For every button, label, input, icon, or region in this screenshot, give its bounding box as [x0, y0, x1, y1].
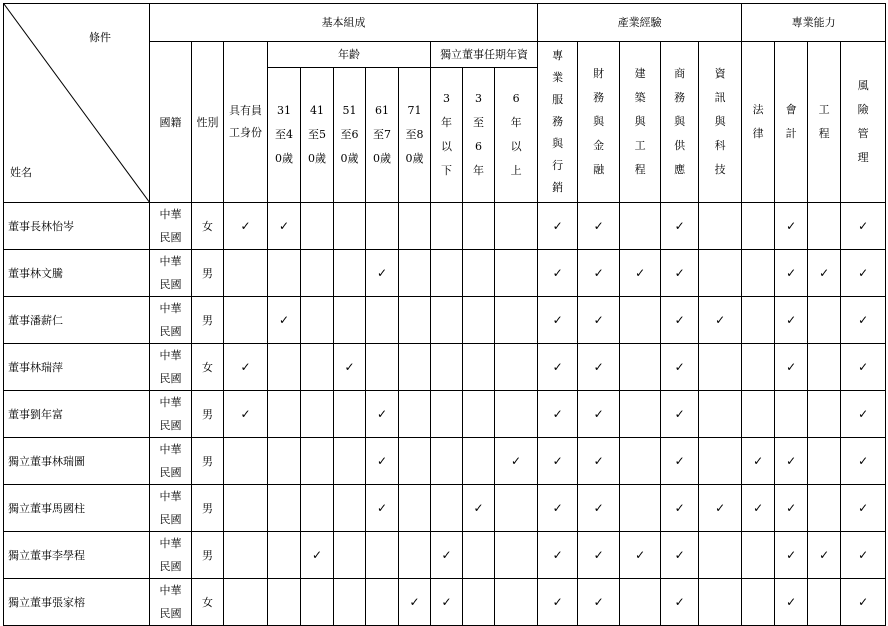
age-61-70-header: 61至70歲: [366, 68, 399, 203]
check-cell: [431, 579, 463, 626]
check-cell: [334, 344, 366, 391]
table-row: [4, 344, 886, 391]
nationality-cell: 中華民國: [150, 297, 192, 344]
check-mark-icon: ✓: [674, 454, 685, 468]
check-cell: [775, 203, 808, 250]
table-row: [4, 297, 886, 344]
check-cell: [538, 532, 578, 579]
age-41-50-header: 41至50歲: [301, 68, 334, 203]
check-mark-icon: ✓: [674, 219, 685, 233]
check-cell: [224, 250, 268, 297]
check-cell: [538, 297, 578, 344]
condition-label: 條件: [89, 31, 111, 44]
check-cell: [578, 203, 620, 250]
check-cell: [268, 203, 301, 250]
check-mark-icon: ✓: [786, 219, 797, 233]
check-cell: [841, 532, 886, 579]
check-cell: [620, 203, 661, 250]
nationality-cell: 中華民國: [150, 250, 192, 297]
check-cell: [699, 250, 742, 297]
check-cell: [538, 391, 578, 438]
check-mark-icon: ✓: [786, 454, 797, 468]
check-cell: [301, 297, 334, 344]
age-header: 年齡: [268, 42, 431, 68]
check-cell: [699, 391, 742, 438]
ability-accounting-header: 會計: [775, 42, 808, 203]
check-mark-icon: ✓: [674, 360, 685, 374]
director-name: 獨立董事李學程: [4, 532, 150, 579]
check-cell: [366, 203, 399, 250]
check-cell: [268, 485, 301, 532]
check-mark-icon: ✓: [786, 595, 797, 609]
check-cell: [431, 485, 463, 532]
gender-cell: 男: [192, 438, 224, 485]
nationality-header: 國籍: [150, 42, 192, 203]
check-mark-icon: ✓: [593, 313, 604, 327]
check-cell: [661, 203, 699, 250]
check-cell: [620, 438, 661, 485]
check-cell: [841, 579, 886, 626]
gender-cell: 男: [192, 250, 224, 297]
check-cell: [301, 485, 334, 532]
check-mark-icon: ✓: [786, 548, 797, 562]
check-mark-icon: ✓: [552, 313, 563, 327]
check-mark-icon: ✓: [240, 360, 251, 374]
check-cell: [578, 532, 620, 579]
check-mark-icon: ✓: [552, 266, 563, 280]
check-mark-icon: ✓: [593, 407, 604, 421]
check-mark-icon: ✓: [552, 595, 563, 609]
check-mark-icon: ✓: [635, 548, 646, 562]
check-cell: [661, 391, 699, 438]
check-cell: [578, 485, 620, 532]
director-name: 獨立董事馬國柱: [4, 485, 150, 532]
check-mark-icon: ✓: [858, 219, 869, 233]
check-cell: [661, 532, 699, 579]
gender-cell: 男: [192, 485, 224, 532]
check-cell: [268, 391, 301, 438]
table-row: [4, 579, 886, 626]
nationality-cell: 中華民國: [150, 203, 192, 250]
check-cell: [495, 203, 538, 250]
check-mark-icon: ✓: [819, 548, 830, 562]
check-cell: [399, 344, 431, 391]
check-cell: [399, 579, 431, 626]
check-cell: [620, 344, 661, 391]
check-cell: [495, 485, 538, 532]
check-cell: [775, 579, 808, 626]
check-cell: [742, 297, 775, 344]
check-cell: [620, 391, 661, 438]
check-mark-icon: ✓: [473, 501, 484, 515]
check-cell: [268, 579, 301, 626]
check-mark-icon: ✓: [593, 454, 604, 468]
check-cell: [699, 579, 742, 626]
check-cell: [841, 344, 886, 391]
check-cell: [742, 532, 775, 579]
check-cell: [224, 485, 268, 532]
check-mark-icon: ✓: [674, 548, 685, 562]
exp-it-header: 資訊與科技: [699, 42, 742, 203]
check-mark-icon: ✓: [858, 266, 869, 280]
check-cell: [742, 438, 775, 485]
check-mark-icon: ✓: [278, 219, 290, 233]
check-cell: [463, 297, 495, 344]
table-row: [4, 485, 886, 532]
check-cell: [578, 438, 620, 485]
check-cell: [334, 438, 366, 485]
table-row: [4, 250, 886, 297]
check-mark-icon: ✓: [552, 548, 563, 562]
check-mark-icon: ✓: [240, 219, 251, 233]
check-cell: [224, 203, 268, 250]
check-cell: [699, 485, 742, 532]
check-mark-icon: ✓: [753, 454, 764, 468]
ability-risk-header: 風險管理: [841, 42, 886, 203]
check-mark-icon: ✓: [819, 266, 830, 280]
check-cell: [538, 250, 578, 297]
check-mark-icon: ✓: [593, 501, 604, 515]
check-cell: [620, 485, 661, 532]
check-cell: [224, 532, 268, 579]
check-cell: [463, 579, 495, 626]
corner-header-cell: [4, 4, 150, 203]
nationality-cell: 中華民國: [150, 344, 192, 391]
check-cell: [661, 438, 699, 485]
check-cell: [301, 438, 334, 485]
check-cell: [463, 203, 495, 250]
check-cell: [578, 297, 620, 344]
check-cell: [399, 438, 431, 485]
director-name: 獨立董事林瑞圖: [4, 438, 150, 485]
check-cell: [399, 203, 431, 250]
check-cell: [538, 344, 578, 391]
check-cell: [399, 485, 431, 532]
check-cell: [538, 485, 578, 532]
check-cell: [578, 579, 620, 626]
check-cell: [495, 438, 538, 485]
check-cell: [620, 250, 661, 297]
check-mark-icon: ✓: [552, 501, 563, 515]
check-mark-icon: ✓: [593, 595, 604, 609]
gender-header: 性別: [192, 42, 224, 203]
table-row: [4, 532, 886, 579]
check-mark-icon: ✓: [715, 313, 726, 327]
check-cell: [775, 485, 808, 532]
check-cell: [399, 297, 431, 344]
check-cell: [495, 532, 538, 579]
tenure-3-6-header: 3至6年: [463, 68, 495, 203]
check-cell: [495, 250, 538, 297]
age-71-80-header: 71至80歲: [399, 68, 431, 203]
check-cell: [366, 344, 399, 391]
nationality-cell: 中華民國: [150, 391, 192, 438]
check-cell: [661, 485, 699, 532]
check-mark-icon: ✓: [786, 266, 797, 280]
check-mark-icon: ✓: [858, 595, 869, 609]
check-cell: [431, 438, 463, 485]
check-mark-icon: ✓: [593, 266, 604, 280]
check-cell: [841, 250, 886, 297]
check-cell: [699, 344, 742, 391]
check-cell: [399, 391, 431, 438]
check-cell: [431, 532, 463, 579]
check-cell: [775, 250, 808, 297]
check-cell: [538, 579, 578, 626]
check-cell: [841, 297, 886, 344]
check-cell: [775, 297, 808, 344]
check-cell: [301, 203, 334, 250]
check-cell: [334, 532, 366, 579]
check-mark-icon: ✓: [858, 360, 869, 374]
director-name: 董事林文騰: [4, 250, 150, 297]
check-cell: [538, 438, 578, 485]
check-mark-icon: ✓: [552, 219, 563, 233]
check-mark-icon: ✓: [376, 454, 388, 468]
tenure-3-below-header: 3年以下: [431, 68, 463, 203]
check-cell: [841, 485, 886, 532]
check-cell: [742, 579, 775, 626]
exp-construction-header: 建築與工程: [620, 42, 661, 203]
check-mark-icon: ✓: [674, 407, 685, 421]
nationality-cell: 中華民國: [150, 579, 192, 626]
check-cell: [775, 532, 808, 579]
check-cell: [334, 485, 366, 532]
check-cell: [578, 344, 620, 391]
check-mark-icon: ✓: [858, 407, 869, 421]
check-cell: [661, 579, 699, 626]
ability-law-header: 法律: [742, 42, 775, 203]
gender-cell: 男: [192, 532, 224, 579]
check-cell: [742, 391, 775, 438]
check-cell: [268, 250, 301, 297]
check-cell: [268, 297, 301, 344]
check-cell: [301, 344, 334, 391]
check-cell: [268, 438, 301, 485]
check-mark-icon: ✓: [786, 501, 797, 515]
check-cell: [699, 203, 742, 250]
check-cell: [661, 250, 699, 297]
gender-cell: 女: [192, 579, 224, 626]
check-mark-icon: ✓: [441, 595, 452, 609]
check-cell: [463, 532, 495, 579]
gender-cell: 男: [192, 391, 224, 438]
nationality-cell: 中華民國: [150, 438, 192, 485]
check-cell: [301, 391, 334, 438]
check-cell: [399, 250, 431, 297]
check-mark-icon: ✓: [344, 360, 355, 374]
check-cell: [224, 391, 268, 438]
director-name: 董事潘薪仁: [4, 297, 150, 344]
age-51-60-header: 51至60歲: [334, 68, 366, 203]
check-cell: [742, 203, 775, 250]
check-mark-icon: ✓: [858, 454, 869, 468]
director-name: 董事林瑞萍: [4, 344, 150, 391]
check-mark-icon: ✓: [441, 548, 452, 562]
check-cell: [334, 203, 366, 250]
check-cell: [742, 344, 775, 391]
check-mark-icon: ✓: [311, 548, 323, 562]
professional-ability-header: 專業能力: [742, 4, 886, 42]
check-cell: [620, 532, 661, 579]
check-mark-icon: ✓: [552, 454, 563, 468]
exp-finance-header: 財務與金融: [578, 42, 620, 203]
check-cell: [775, 391, 808, 438]
check-cell: [366, 391, 399, 438]
table-row: [4, 203, 886, 250]
check-mark-icon: ✓: [753, 501, 764, 515]
check-cell: [620, 297, 661, 344]
check-cell: [334, 250, 366, 297]
check-mark-icon: ✓: [593, 360, 604, 374]
check-cell: [334, 579, 366, 626]
nationality-cell: 中華民國: [150, 532, 192, 579]
check-cell: [808, 297, 841, 344]
director-name: 董事劉年富: [4, 391, 150, 438]
check-mark-icon: ✓: [278, 313, 290, 327]
check-mark-icon: ✓: [786, 360, 797, 374]
check-cell: [463, 485, 495, 532]
check-cell: [775, 344, 808, 391]
director-name: 董事長林怡岑: [4, 203, 150, 250]
director-name: 獨立董事張家榕: [4, 579, 150, 626]
gender-cell: 男: [192, 297, 224, 344]
check-cell: [808, 203, 841, 250]
check-mark-icon: ✓: [674, 313, 685, 327]
check-cell: [578, 391, 620, 438]
check-cell: [620, 579, 661, 626]
check-cell: [224, 579, 268, 626]
check-cell: [841, 391, 886, 438]
check-cell: [463, 344, 495, 391]
gender-cell: 女: [192, 344, 224, 391]
nationality-cell: 中華民國: [150, 485, 192, 532]
check-mark-icon: ✓: [786, 313, 797, 327]
check-cell: [463, 391, 495, 438]
independent-tenure-header: 獨立董事任期年資: [431, 42, 538, 68]
check-mark-icon: ✓: [674, 266, 685, 280]
check-cell: [808, 532, 841, 579]
table-row: [4, 391, 886, 438]
check-cell: [301, 532, 334, 579]
check-cell: [538, 203, 578, 250]
check-cell: [463, 438, 495, 485]
check-mark-icon: ✓: [674, 595, 685, 609]
ability-engineering-header: 工程: [808, 42, 841, 203]
check-cell: [431, 344, 463, 391]
check-cell: [268, 532, 301, 579]
check-cell: [699, 532, 742, 579]
check-cell: [495, 344, 538, 391]
check-mark-icon: ✓: [511, 454, 522, 468]
check-cell: [301, 250, 334, 297]
check-cell: [268, 344, 301, 391]
name-label: 姓名: [10, 166, 32, 179]
exp-commerce-header: 商務與供應: [661, 42, 699, 203]
industry-experience-header: 產業經驗: [538, 4, 742, 42]
check-cell: [495, 391, 538, 438]
basic-composition-header: 基本組成: [150, 4, 538, 42]
check-mark-icon: ✓: [593, 548, 604, 562]
check-cell: [495, 297, 538, 344]
check-cell: [366, 250, 399, 297]
check-cell: [366, 579, 399, 626]
check-cell: [661, 297, 699, 344]
check-mark-icon: ✓: [376, 407, 388, 421]
check-cell: [366, 485, 399, 532]
check-mark-icon: ✓: [858, 548, 869, 562]
check-cell: [224, 297, 268, 344]
check-cell: [578, 250, 620, 297]
check-cell: [808, 250, 841, 297]
tenure-6-above-header: 6年以上: [495, 68, 538, 203]
check-mark-icon: ✓: [858, 313, 869, 327]
check-mark-icon: ✓: [376, 266, 388, 280]
check-cell: [366, 532, 399, 579]
check-mark-icon: ✓: [552, 407, 563, 421]
check-cell: [463, 250, 495, 297]
check-cell: [808, 344, 841, 391]
check-cell: [661, 344, 699, 391]
check-mark-icon: ✓: [715, 501, 726, 515]
check-cell: [431, 391, 463, 438]
check-mark-icon: ✓: [376, 501, 388, 515]
check-cell: [224, 438, 268, 485]
check-cell: [775, 438, 808, 485]
check-cell: [334, 391, 366, 438]
check-cell: [495, 579, 538, 626]
age-31-40-header: 31至40歲: [268, 68, 301, 203]
table-row: [4, 438, 886, 485]
gender-cell: 女: [192, 203, 224, 250]
check-cell: [742, 250, 775, 297]
check-cell: [808, 579, 841, 626]
check-cell: [699, 438, 742, 485]
check-cell: [431, 297, 463, 344]
check-cell: [808, 485, 841, 532]
employee-status-header: 具有員工身份: [224, 42, 268, 203]
check-mark-icon: ✓: [409, 595, 420, 609]
check-mark-icon: ✓: [240, 407, 251, 421]
check-cell: [699, 297, 742, 344]
check-cell: [808, 391, 841, 438]
check-cell: [841, 438, 886, 485]
check-cell: [366, 438, 399, 485]
check-cell: [224, 344, 268, 391]
check-cell: [334, 297, 366, 344]
check-mark-icon: ✓: [674, 501, 685, 515]
check-cell: [808, 438, 841, 485]
check-cell: [431, 250, 463, 297]
check-mark-icon: ✓: [593, 219, 604, 233]
exp-professional-services-header: 專業服務與行銷: [538, 42, 578, 203]
check-cell: [742, 485, 775, 532]
check-cell: [366, 297, 399, 344]
board-diversity-table: [3, 3, 886, 626]
check-cell: [841, 203, 886, 250]
check-mark-icon: ✓: [552, 360, 563, 374]
check-mark-icon: ✓: [858, 501, 869, 515]
check-mark-icon: ✓: [635, 266, 646, 280]
check-cell: [431, 203, 463, 250]
check-cell: [399, 532, 431, 579]
check-cell: [301, 579, 334, 626]
